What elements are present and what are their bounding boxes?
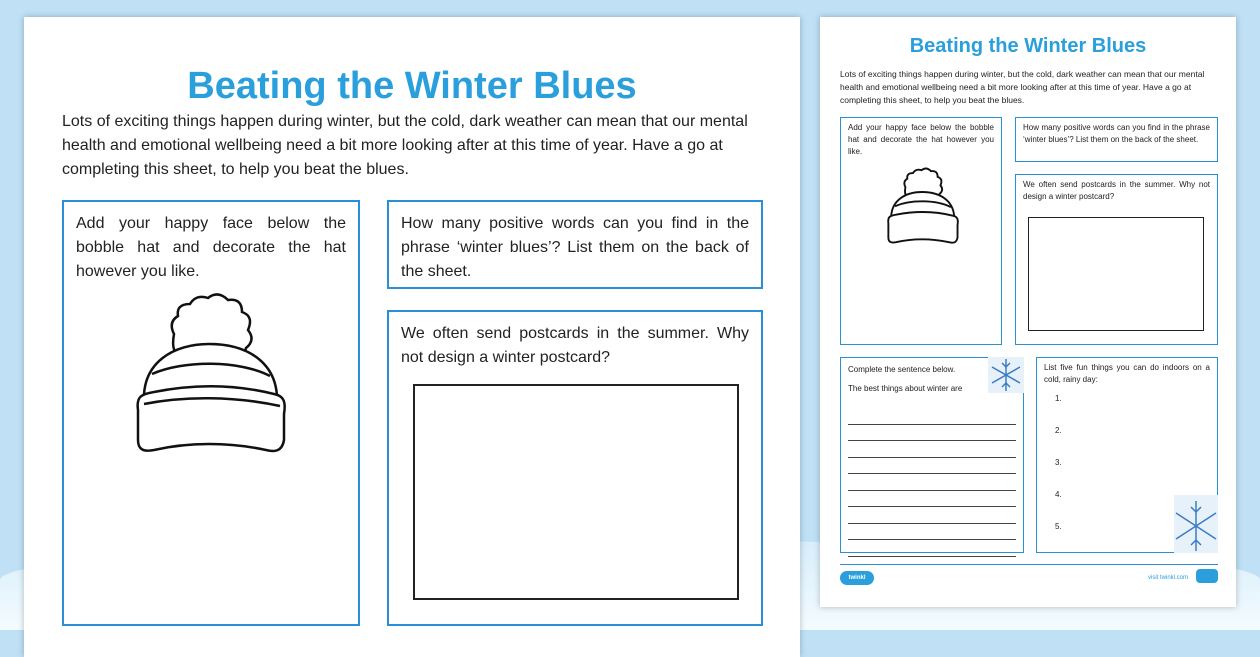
postcard-activity-box [387,310,763,626]
twinkl-badge-icon [1196,569,1218,583]
preview-postcard-instructions: We often send postcards in the summer. Why not design a winter postcard? [1023,180,1210,201]
hat-activity-box [62,200,360,626]
list-number: 4. [1055,490,1062,499]
preview-words-instructions: How many positive words can you find in the phrase ‘winter blues’? List them on the back of the sheet. [1023,123,1210,144]
list-heading: List five fun things you can do indoors on a cold, rainy day: [1044,363,1210,384]
preview-intro: Lots of exciting things happen during winter, but the cold, dark weather can mean that our mental health and emotional wellbeing need a bit more looking after at this time of year. Have a go at completing this sheet, to help you beat the blues. [840,69,1205,105]
postcard-drawing-area[interactable] [413,384,739,600]
preview-title: Beating the Winter Blues [909,35,1147,57]
footer-url[interactable]: visit twinkl.com [1147,575,1188,581]
sentence-box [840,357,1024,553]
footer [840,564,1218,585]
list-number: 5. [1055,522,1062,531]
preview-hat-instructions: Add your happy face below the bobble hat and decorate the hat however you like. [848,123,994,156]
preview-postcard-box [1015,174,1218,345]
writing-lines [848,408,1016,557]
page-title: Beating the Winter Blues [187,65,637,107]
preview-hat-box [840,117,1002,345]
numbered-list [1055,394,1062,554]
snowflake-icon [1174,495,1218,553]
sentence-heading: Complete the sentence below. [848,365,956,374]
snowflake-icon [988,357,1024,393]
worksheet-page-preview [820,17,1236,607]
list-number: 2. [1055,426,1062,435]
list-number: 3. [1055,458,1062,467]
bobble-hat-icon [114,292,304,472]
twinkl-logo: twinkl [840,571,874,585]
fun-things-list-box [1036,357,1218,553]
preview-words-box [1015,117,1218,162]
positive-words-box [387,200,763,289]
bobble-hat-icon [877,166,967,254]
sentence-prompt: The best things about winter are [848,384,963,393]
intro-text: Lots of exciting things happen during winter, but the cold, dark weather can mean that our mental health and emotional wellbeing need a bit more looking after at this time of year. Have a go at completing this sheet, to help you beat the blues. [62,113,748,178]
postcard-instructions: We often send postcards in the summer. Why not design a winter postcard? [401,325,749,366]
list-number: 1. [1055,394,1062,403]
hat-instructions: Add your happy face below the bobble hat and decorate the hat however you like. [76,215,346,280]
worksheet-page-large [24,17,800,657]
preview-postcard-area [1028,217,1204,331]
positive-words-instructions: How many positive words can you find in the phrase ‘winter blues’? List them on the back of the sheet. [401,215,749,280]
